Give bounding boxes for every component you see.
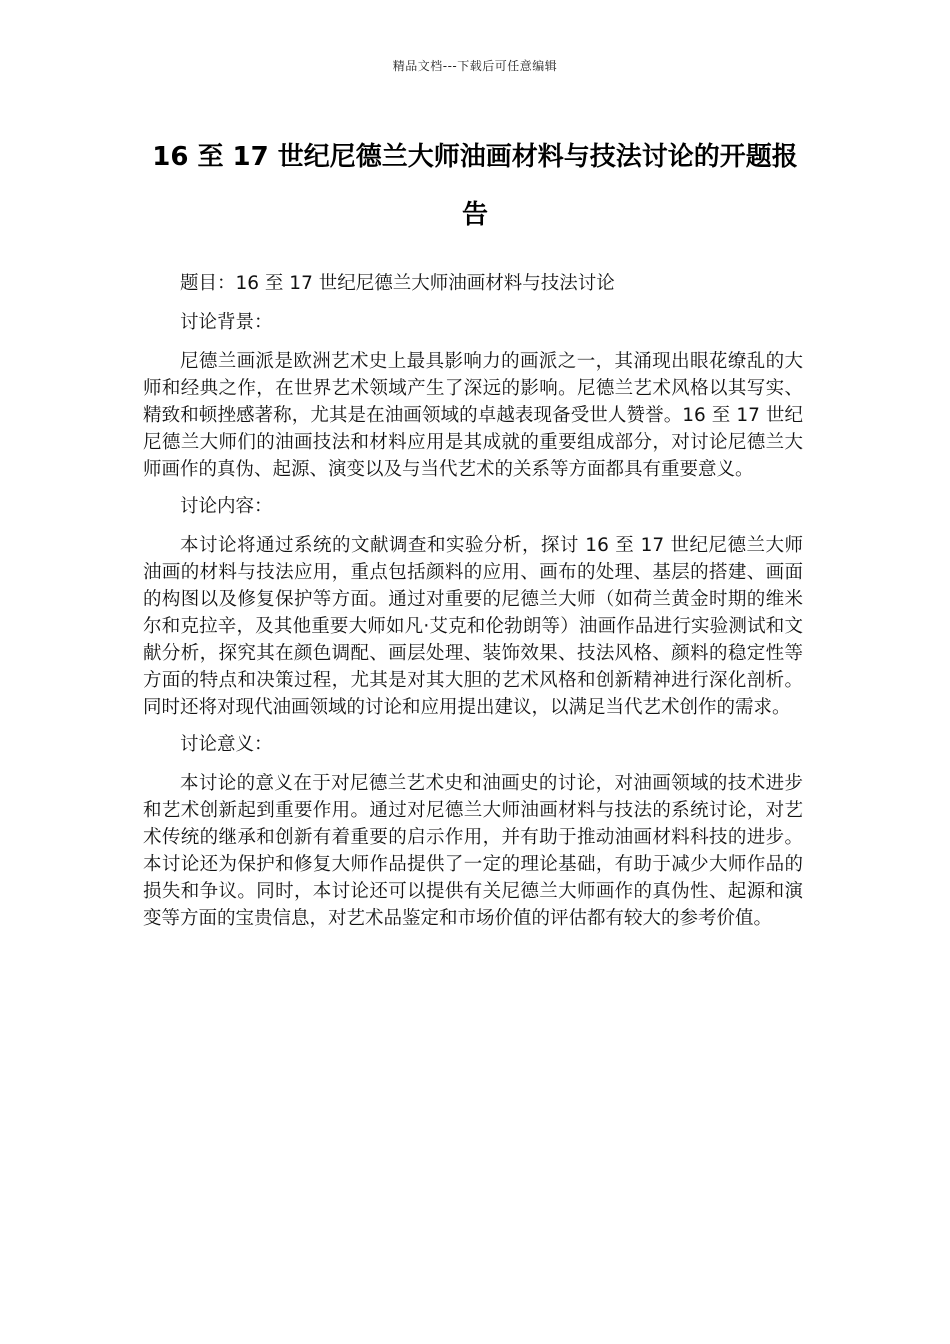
section-heading-significance: 讨论意义：	[180, 734, 273, 755]
section-body-content: 本讨论将通过系统的文献调查和实验分析，探讨 16 至 17 世纪尼德兰大师油画的材料与技法应用，重点包括颜料的应用、画布的处理、基层的搭建、画面的构图以及修复保护等方面。通过对重要的尼德兰大师（如荷兰黄金时期的维米尔和克拉辛，及其他重要大师如凡·艾克和伦勃朗等）油画作品进行实验测试和文献分析，探究其在颜色调配、画层处理、装饰效果、技法风格、颜料的稳定性等方面的特点和决策过程，尤其是对其大胆的艺术风格和创新精神进行深化剖析。同时还将对现代油画领域的讨论和应用提出建议，以满足当代艺术创作的需求。	[143, 535, 803, 718]
section-heading-background: 讨论背景：	[180, 312, 273, 333]
section-body-significance: 本讨论的意义在于对尼德兰艺术史和油画史的讨论，对油画领域的技术进步和艺术创新起到重要作用。通过对尼德兰大师油画材料与技法的系统讨论，对艺术传统的继承和创新有着重要的启示作用，并有助于推动油画材料科技的进步。本讨论还为保护和修复大师作品提供了一定的理论基础，有助于减少大师作品的损失和争议。同时，本讨论还可以提供有关尼德兰大师画作的真伪性、起源和演变等方面的宝贵信息，对艺术品鉴定和市场价值的评估都有较大的参考价值。	[143, 773, 803, 929]
topic-line: 题目：16 至 17 世纪尼德兰大师油画材料与技法讨论	[180, 273, 615, 294]
header-note: 精品文档---下载后可任意编辑	[392, 59, 558, 73]
section-heading-content: 讨论内容：	[180, 496, 273, 517]
document-title: 16 至 17 世纪尼德兰大师油画材料与技法讨论的开题报告	[152, 142, 798, 230]
document-body	[143, 270, 803, 942]
section-body-background: 尼德兰画派是欧洲艺术史上最具影响力的画派之一，其涌现出眼花缭乱的大师和经典之作，在世界艺术领域产生了深远的影响。尼德兰艺术风格以其写实、精致和顿挫感著称，尤其是在油画领域的卓越表现备受世人赞誉。16 至 17 世纪尼德兰大师们的油画技法和材料应用是其成就的重要组成部分，对讨论尼德兰大师画作的真伪、起源、演变以及与当代艺术的关系等方面都具有重要意义。	[143, 351, 803, 480]
